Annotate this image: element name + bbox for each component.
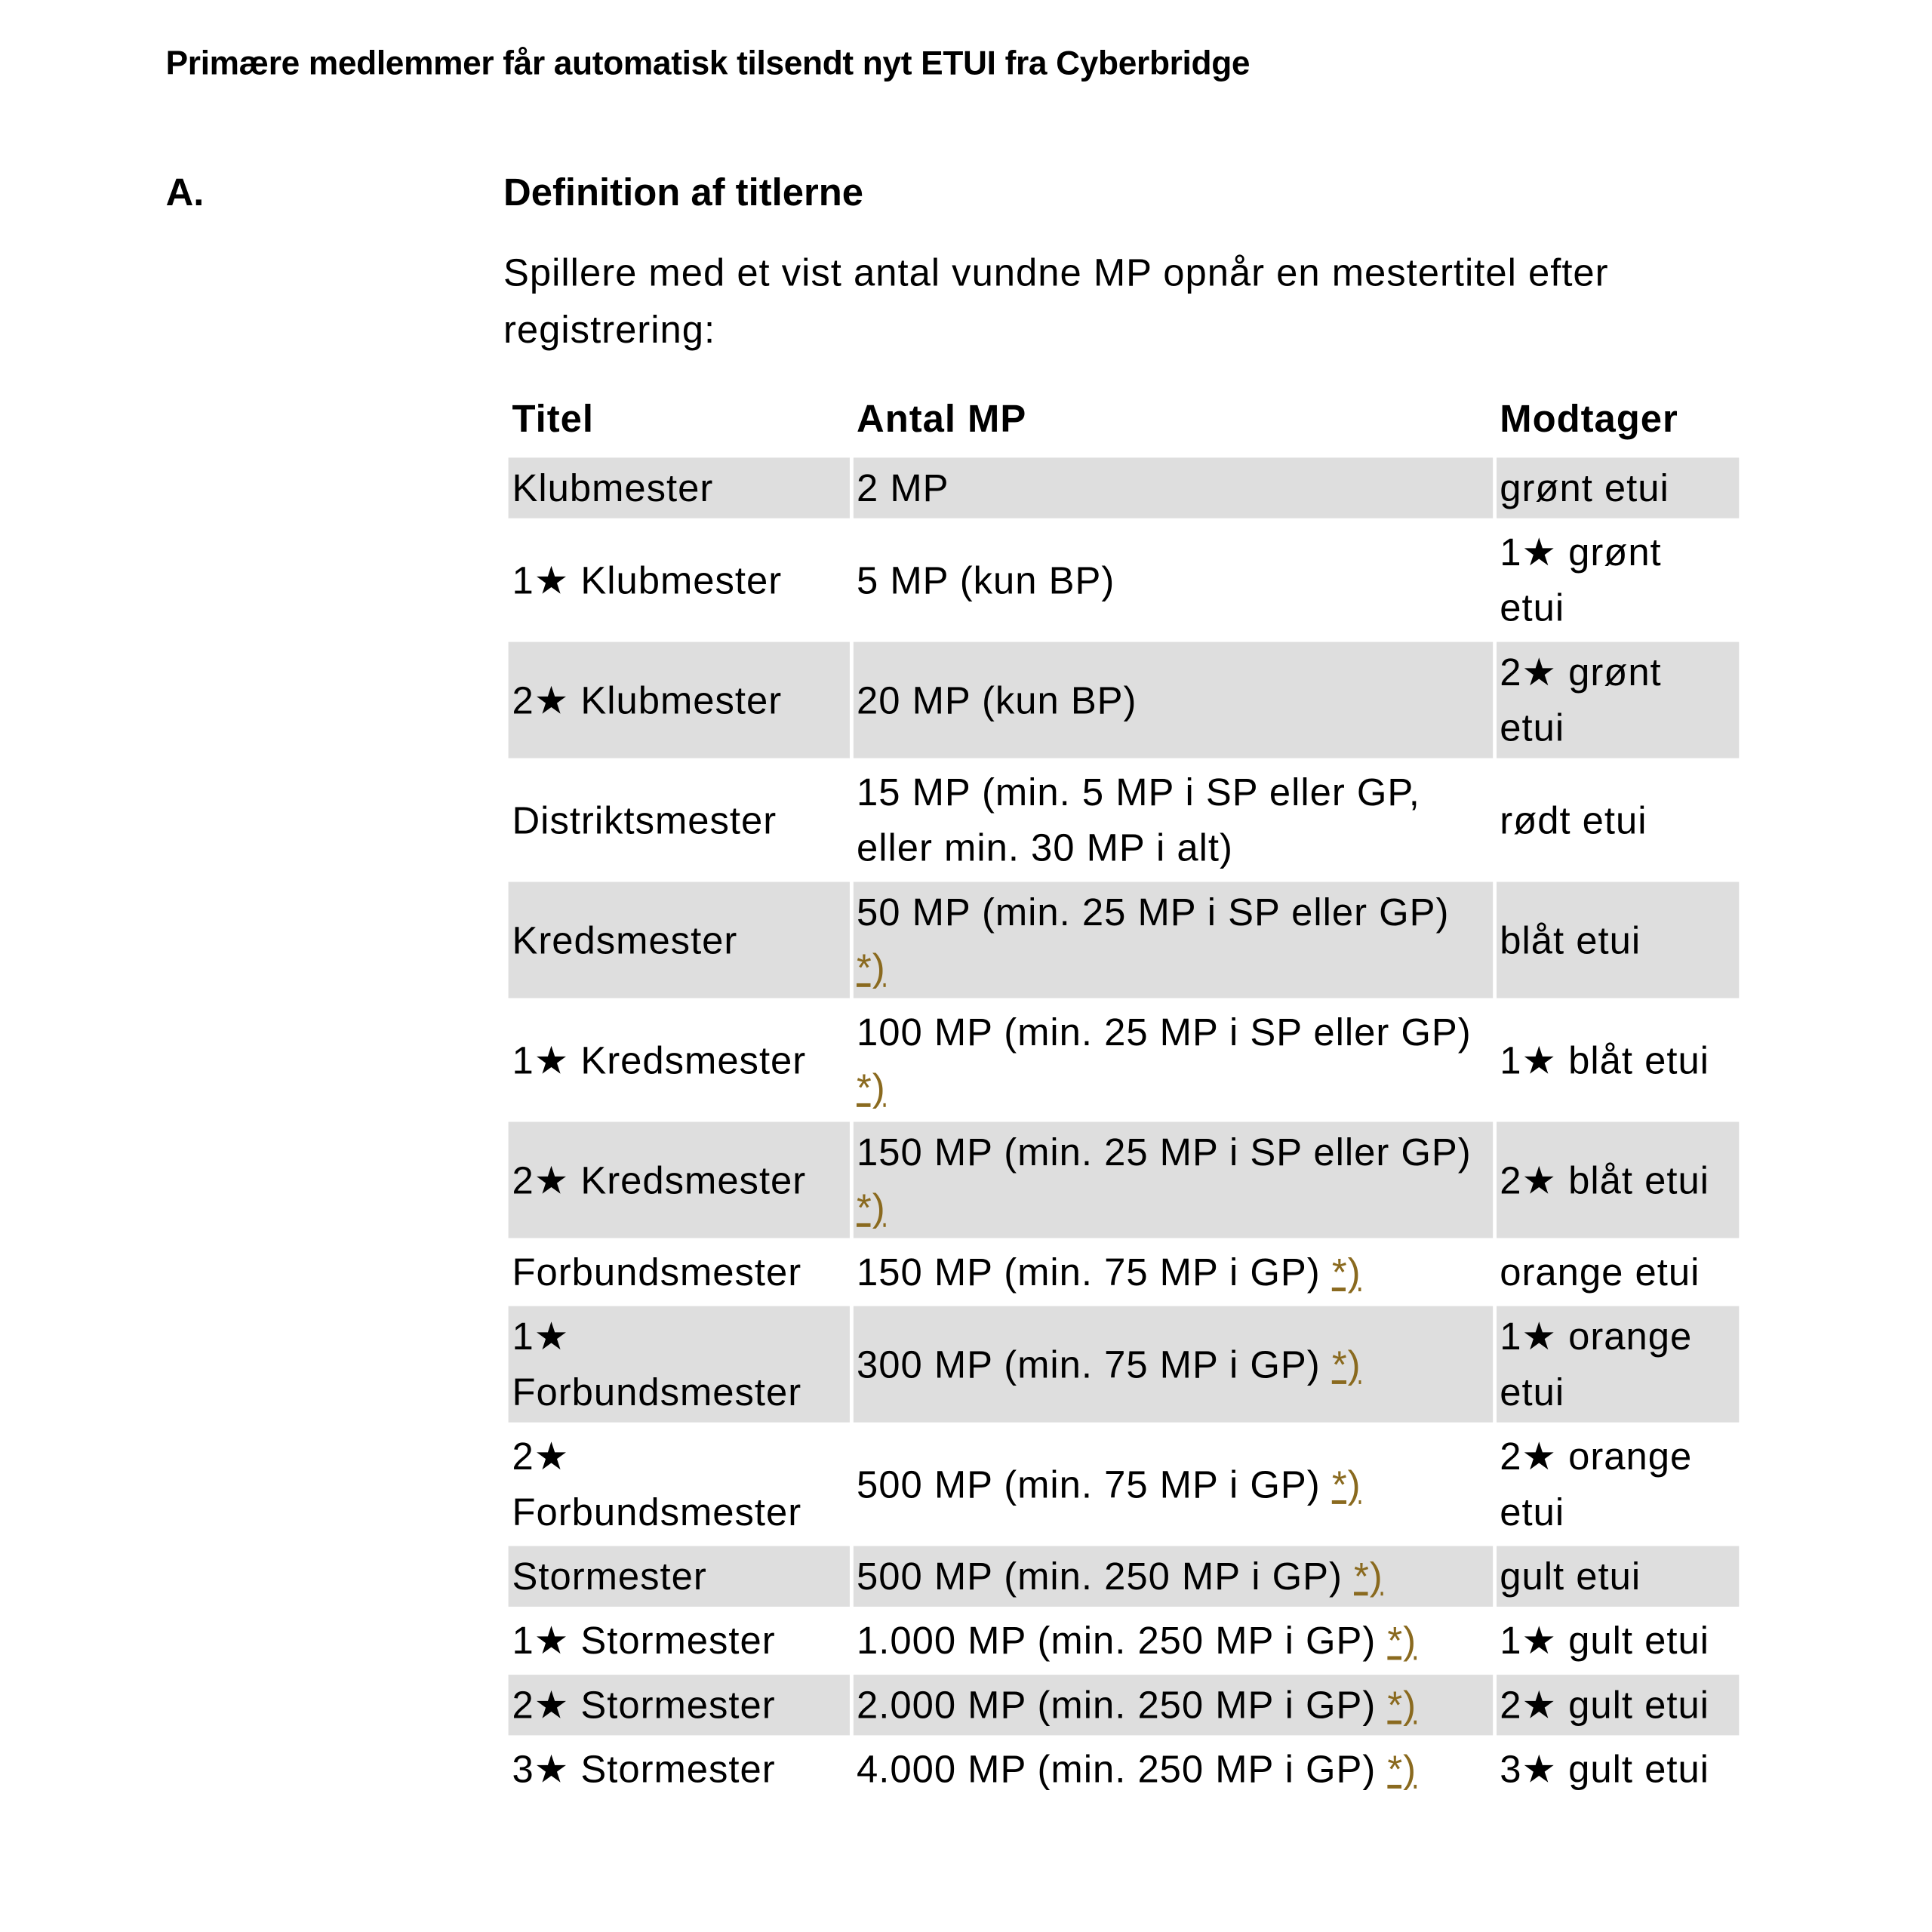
cell-modtager: 1★ blåt etui [1500, 1038, 1709, 1082]
cell-modtager: 1★ grønt etui [1500, 531, 1662, 630]
section-intro: Spillere med et vist antal vundne MP opnår en mestertitel efter registrering: [503, 251, 1609, 352]
cell-antal-mp-text: 4.000 MP (min. 250 MP i GP) [857, 1747, 1377, 1792]
table-row [509, 1546, 1740, 1607]
cell-antal-mp [853, 522, 1492, 638]
footnote-link[interactable]: *) [1331, 1462, 1361, 1506]
cell-antal-mp [853, 1739, 1492, 1799]
cell-antal-mp [853, 1611, 1492, 1671]
cell-antal-mp-text: 150 MP (min. 25 MP i SP eller GP) [857, 1130, 1472, 1174]
cell-modtager: rødt etui [1500, 798, 1647, 842]
cell-modtager: grønt etui [1496, 457, 1739, 518]
cell-antal-mp-text: 300 MP (min. 75 MP i GP) [857, 1343, 1321, 1386]
cell-antal-mp [853, 1426, 1492, 1543]
cell-antal-mp-text: 15 MP (min. 5 MP i SP eller GP, eller min. 30 MP i alt) [857, 771, 1420, 870]
table-row [509, 1426, 1740, 1543]
cell-antal-mp-text: 50 MP (min. 25 MP i SP eller GP) [857, 891, 1450, 934]
table-row [509, 1306, 1740, 1423]
cell-titel: Kredsmester [509, 882, 850, 998]
cell-antal-mp [853, 762, 1492, 878]
cell-antal-mp [853, 1306, 1492, 1423]
cell-titel: Forbundsmester [512, 1250, 802, 1294]
footnote-link[interactable]: *) [1387, 1747, 1417, 1792]
page-heading: Primære medlemmer får automatisk tilsendt nyt ETUI fra Cyberbridge [165, 45, 1251, 82]
table-row [509, 1002, 1740, 1118]
footnote-link[interactable]: *) [1387, 1619, 1417, 1663]
cell-antal-mp-text: 100 MP (min. 25 MP i SP eller GP) [857, 1010, 1472, 1054]
column-header-antal-mp: Antal MP [857, 396, 1027, 440]
table-row [509, 1241, 1740, 1302]
table-row [509, 1121, 1740, 1238]
table-row [509, 1739, 1740, 1799]
cell-modtager: 1★ gult etui [1500, 1619, 1709, 1663]
table-row [509, 642, 1740, 758]
cell-antal-mp-text: 500 MP (min. 75 MP i GP) [857, 1462, 1321, 1506]
cell-titel: 1★ Klubmester [512, 558, 783, 602]
cell-antal-mp-text: 1.000 MP (min. 250 MP i GP) [857, 1619, 1377, 1663]
cell-titel: 1★ Stormester [512, 1619, 776, 1663]
cell-titel: Distriktsmester [512, 798, 777, 842]
cell-titel: 2★ Forbundsmester [512, 1435, 802, 1534]
cell-modtager: orange etui [1500, 1250, 1700, 1294]
cell-modtager: 1★ orange etui [1496, 1306, 1739, 1423]
section-title: Definition af titlerne [503, 171, 864, 214]
cell-modtager: 2★ orange etui [1500, 1435, 1693, 1534]
cell-antal-mp-text: 5 MP (kun BP) [857, 558, 1115, 602]
footnote-link[interactable]: *) [1331, 1343, 1361, 1386]
table-row [509, 1611, 1740, 1671]
footnote-link[interactable]: *) [857, 1066, 886, 1110]
cell-antal-mp-text: 2 MP [857, 466, 949, 510]
cell-antal-mp [853, 1675, 1492, 1735]
cell-antal-mp-text: 500 MP (min. 250 MP i GP) [857, 1555, 1343, 1598]
column-header-modtager: Modtager [1500, 396, 1678, 440]
cell-antal-mp [853, 1546, 1492, 1607]
column-header-titel: Titel [512, 396, 594, 440]
table-body [509, 457, 1740, 1799]
cell-modtager: 2★ grønt etui [1496, 642, 1739, 758]
cell-modtager: gult etui [1496, 1546, 1739, 1607]
cell-antal-mp [853, 882, 1492, 998]
cell-antal-mp [853, 457, 1492, 518]
cell-antal-mp [853, 1121, 1492, 1238]
cell-antal-mp [853, 1002, 1492, 1118]
cell-modtager: 2★ blåt etui [1496, 1121, 1739, 1238]
titles-table [505, 379, 1743, 1804]
footnote-link[interactable]: *) [857, 1186, 886, 1230]
cell-titel: 3★ Stormester [512, 1747, 776, 1792]
table-row [509, 522, 1740, 638]
cell-antal-mp-text: 20 MP (kun BP) [857, 678, 1137, 722]
cell-titel: Klubmester [509, 457, 850, 518]
cell-titel: Stormester [509, 1546, 850, 1607]
footnote-link[interactable]: *) [1354, 1555, 1383, 1598]
cell-antal-mp-text: 150 MP (min. 75 MP i GP) [857, 1250, 1321, 1294]
table-row [509, 457, 1740, 518]
table-header-row [509, 382, 1740, 454]
cell-antal-mp [853, 1241, 1492, 1302]
cell-modtager: 2★ gult etui [1496, 1675, 1739, 1735]
cell-titel: 2★ Klubmester [509, 642, 850, 758]
table-row [509, 762, 1740, 878]
cell-antal-mp [853, 642, 1492, 758]
table-row [509, 1675, 1740, 1735]
cell-titel: 1★ Kredsmester [512, 1038, 807, 1082]
section-letter: A. [165, 171, 205, 214]
footnote-link[interactable]: *) [857, 946, 886, 990]
cell-modtager: 3★ gult etui [1500, 1747, 1709, 1792]
footnote-link[interactable]: *) [1331, 1250, 1361, 1294]
cell-antal-mp-text: 2.000 MP (min. 250 MP i GP) [857, 1683, 1377, 1727]
cell-titel: 2★ Stormester [509, 1675, 850, 1735]
table-row [509, 882, 1740, 998]
cell-titel: 1★ Forbundsmester [509, 1306, 850, 1423]
footnote-link[interactable]: *) [1387, 1683, 1417, 1727]
cell-modtager: blåt etui [1496, 882, 1739, 998]
cell-titel: 2★ Kredsmester [509, 1121, 850, 1238]
